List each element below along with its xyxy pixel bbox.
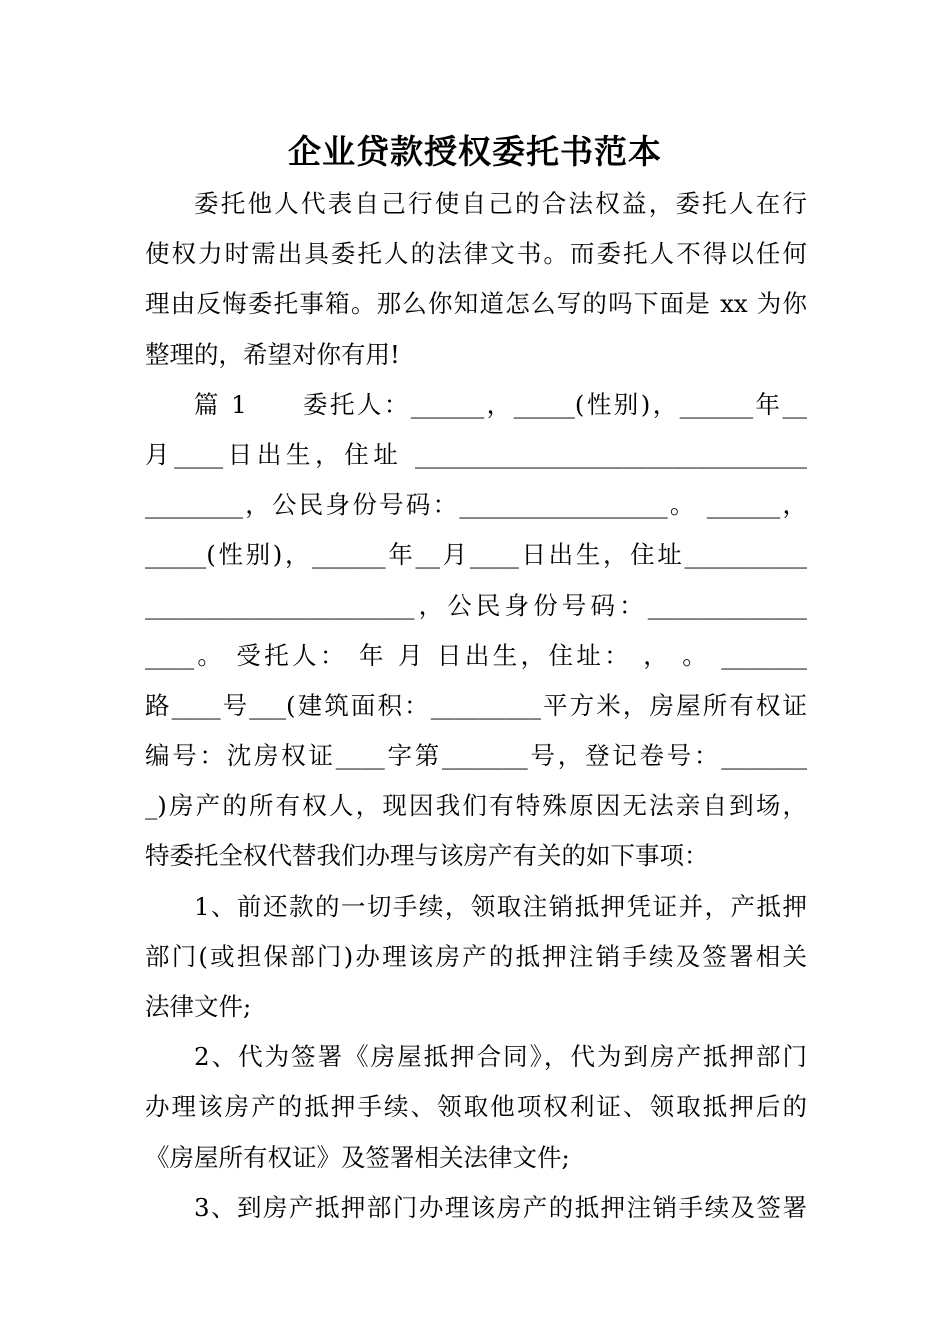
text-line: ______________________，公民身份号码：_____________ (145, 590, 807, 620)
text-line: ____。 受托人： 年 月 日出生，住址： ， 。 _______ (145, 640, 807, 670)
text-line: 2、代为签署《房屋抵押合同》，代为到房产抵押部门 (194, 1042, 807, 1072)
text-line: 《房屋所有权证》及签署相关法律文件; (145, 1142, 570, 1172)
section-1-paragraph (145, 380, 807, 882)
text-line: _)房产的所有权人，现因我们有特殊原因无法亲自到场， (145, 791, 807, 821)
text-line: 月____日出生，住址 ________________________________ (145, 439, 807, 469)
text-line: 使权力时需出具委托人的法律文书。而委托人不得以任何 (145, 239, 807, 269)
item-1-paragraph (145, 882, 807, 1033)
item-2-paragraph (145, 1032, 807, 1183)
text-line: 3、到房产抵押部门办理该房产的抵押注销手续及签署 (194, 1192, 807, 1222)
text-line: 路____号___(建筑面积：_________平方米，房屋所有权证 (145, 690, 807, 720)
document-title: 企业贷款授权委托书范本 (288, 132, 662, 171)
text-line: 篇 1 委托人：______，_____(性别)，______年__ (194, 389, 807, 419)
intro-paragraph (145, 179, 807, 380)
text-line: 整理的，希望对你有用! (145, 339, 400, 369)
text-line: 理由反悔委托事箱。那么你知道怎么写的吗下面是 xx 为你 (145, 289, 807, 319)
text-line: 委托他人代表自己行使自己的合法权益，委托人在行 (194, 189, 807, 218)
text-line: 编号：沈房权证____字第_______号，登记卷号：_______ (145, 741, 807, 771)
text-line: 法律文件; (145, 992, 252, 1021)
text-line: 办理该房产的抵押手续、领取他项权利证、领取抵押后的 (145, 1092, 807, 1122)
item-3-paragraph (145, 1183, 807, 1233)
text-line: 1、前还款的一切手续，领取注销抵押凭证并，产抵押 (194, 891, 807, 921)
text-line: 部门(或担保部门)办理该房产的抵押注销手续及签署相关 (145, 941, 807, 971)
text-line: _____(性别)，______年__月____日出生，住址__________ (145, 540, 807, 570)
document-body (145, 179, 807, 1233)
text-line: ________，公民身份号码：_________________。 ______， (145, 490, 807, 520)
text-line: 特委托全权代替我们办理与该房产有关的如下事项： (145, 841, 709, 871)
